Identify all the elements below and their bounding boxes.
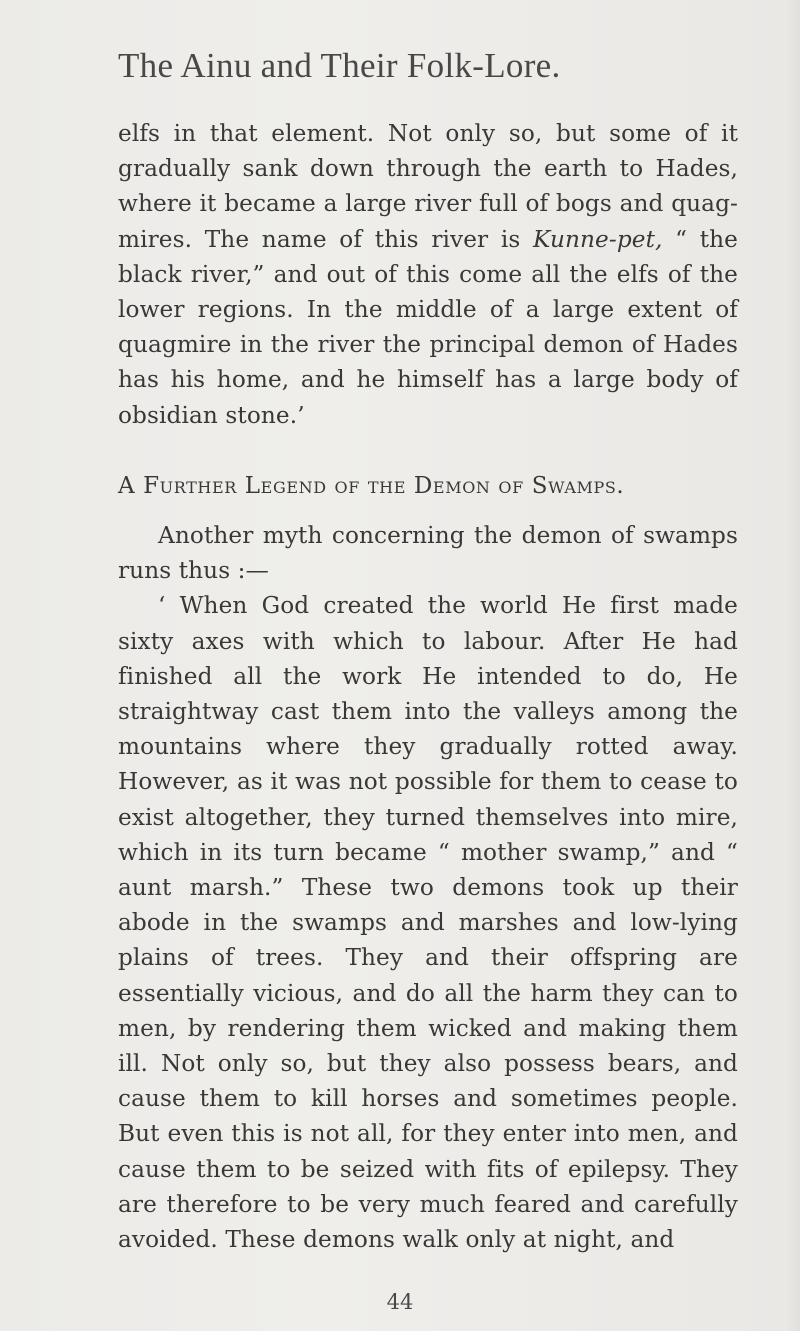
paragraph-text: “ the black river,” and out of this come all the elfs of the lower regions. In the middle of a large extent of quagmire in the river the principal demon of Hades has his home, and he himself has a large body of obsidian stone.’ (118, 225, 739, 429)
page-number: 44 (386, 1290, 414, 1314)
section-heading: A Further Legend of the Demon of Swamps. (118, 472, 625, 499)
paragraph-text: elfs in that element. Not only so, but some of it gradually sank down through the earth to Hades, where it became a large river full of bogs and quag-mires. The name of this river is (118, 120, 738, 253)
italic-term: Kunne-pet, (533, 225, 663, 253)
paragraph-myth: ‘ When God created the world He first made sixty axes with which to labour. After He had finished all the work He intended to do, He straightway cast them into the valleys among the mountains where they gradually rotted away. However, as it was not possible for them to cease to exist altogether, they turned themselves into mire, which in its turn became “ mother swamp,” and “ aunt marsh.” These two demons took up their abode in the swamps and marshes and low-lying plains of trees. They and their offspring are essentially vicious, and do all the harm they can to men, by rendering them wicked and making them ill. Not only so, but they also possess bears, and cause them to kill horses and sometimes people. But even this is not all, for they enter into men, and cause them to be seized with fits of epilepsy. They are therefore to be very much feared and carefully avoided. These demons walk only at night, and (118, 592, 738, 1254)
body-text (118, 116, 738, 1257)
running-head: The Ainu and Their Folk-Lore. (118, 46, 561, 85)
paragraph-continued (118, 116, 738, 433)
page-edge-shadow (786, 0, 800, 1331)
paragraph-intro: Another myth concerning the demon of swamps runs thus :— (118, 522, 738, 585)
